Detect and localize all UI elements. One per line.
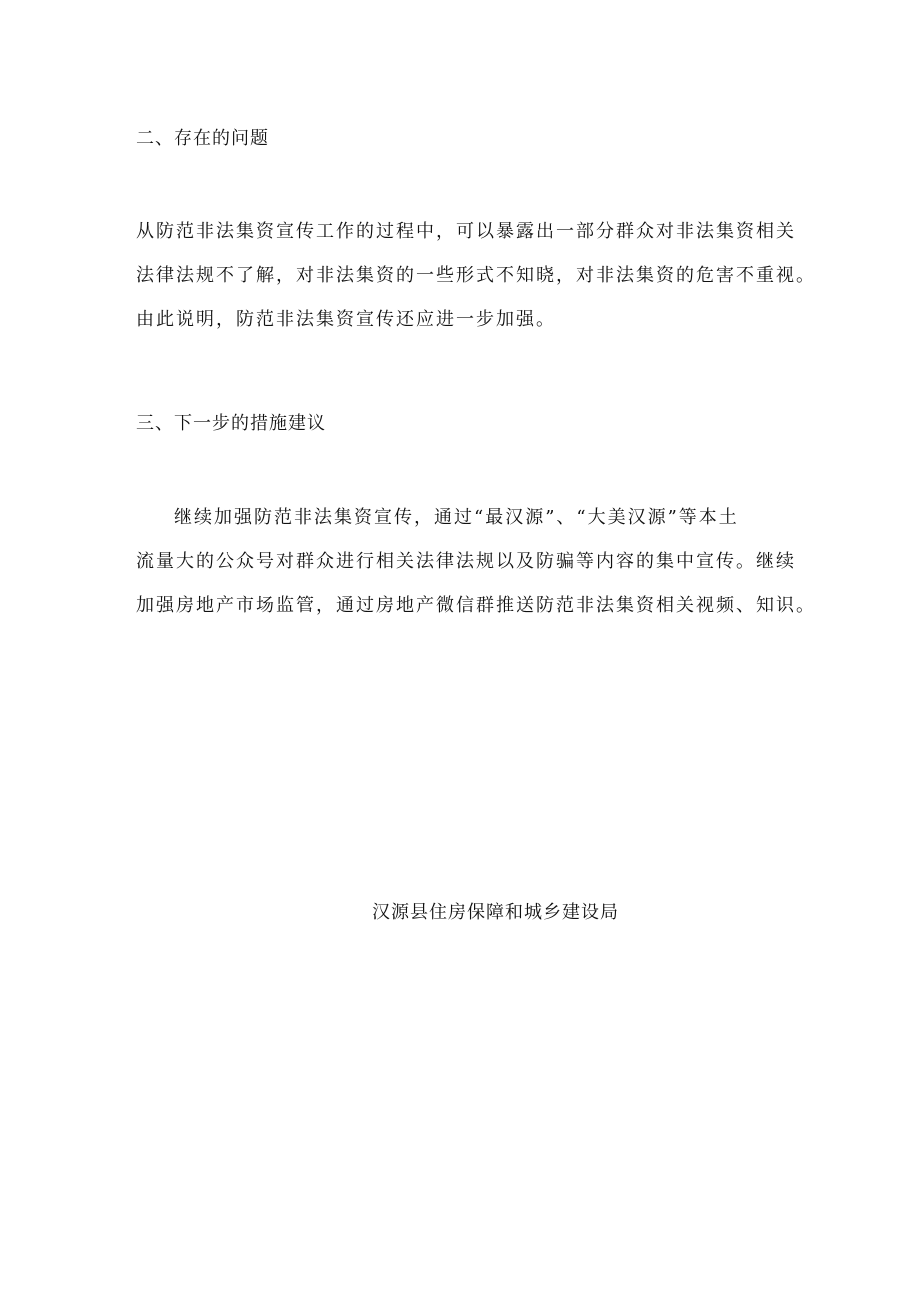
paragraph-line: 继续加强防范非法集资宣传，通过“最汉源”、“大美汉源”等本土 [174, 507, 739, 528]
section-heading-problems: 二、存在的问题 [136, 128, 269, 149]
paragraph-problems [136, 210, 816, 342]
paragraph-suggestions [136, 496, 816, 628]
paragraph-line: 法律法规不了解，对非法集资的一些形式不知晓，对非法集资的危害不重视。 [136, 265, 816, 286]
paragraph-line: 流量大的公众号对群众进行相关法律法规以及防骗等内容的集中宣传。继续 [136, 551, 796, 572]
paragraph-line: 加强房地产市场监管，通过房地产微信群推送防范非法集资相关视频、知识。 [136, 595, 816, 616]
paragraph-line: 从防范非法集资宣传工作的过程中，可以暴露出一部分群众对非法集资相关 [136, 221, 796, 242]
section-heading-suggestions: 三、下一步的措施建议 [136, 413, 326, 434]
paragraph-line: 由此说明，防范非法集资宣传还应进一步加强。 [136, 309, 556, 330]
signature-organization: 汉源县住房保障和城乡建设局 [372, 902, 619, 923]
